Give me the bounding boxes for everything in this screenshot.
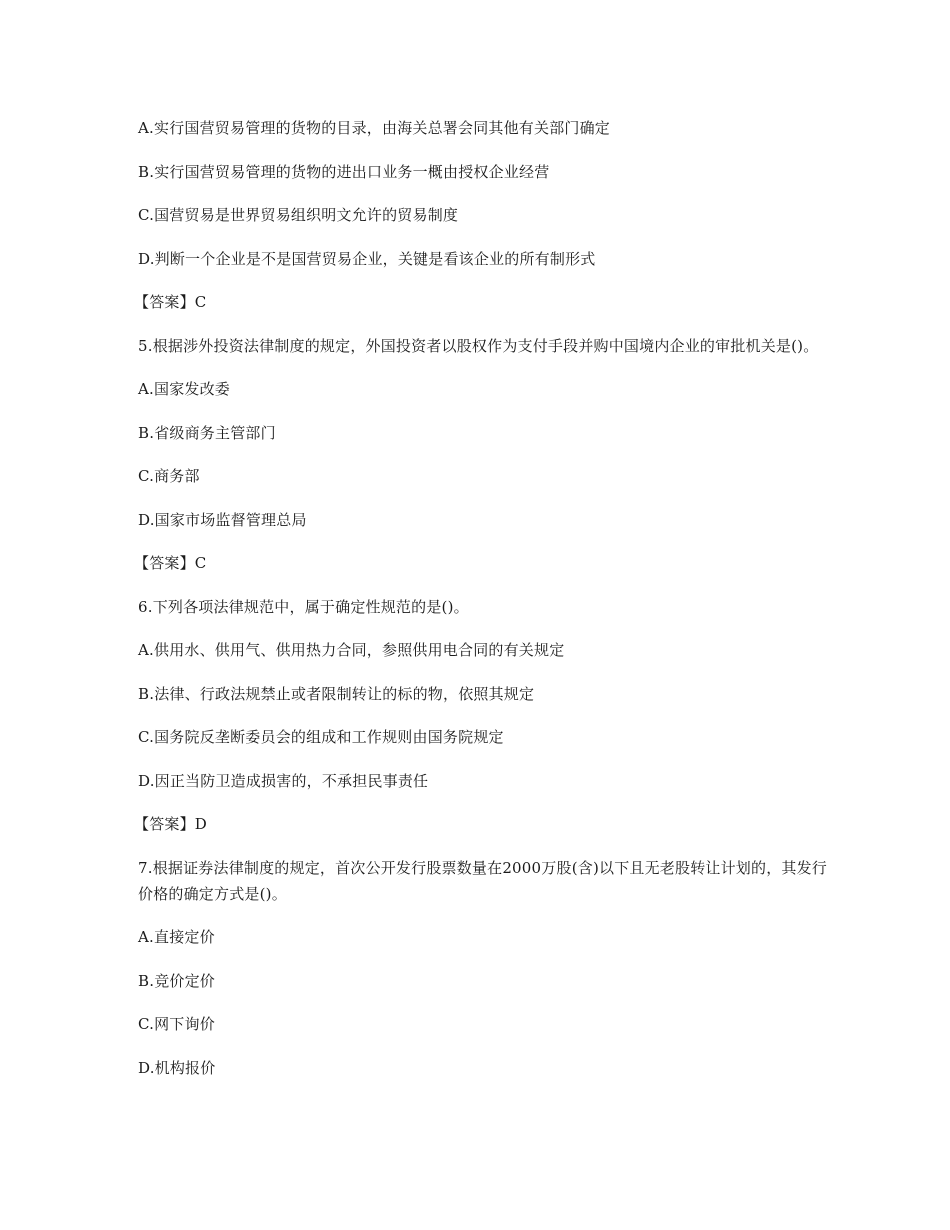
- q4-option-d: D.判断一个企业是不是国营贸易企业，关键是看该企业的所有制形式: [138, 249, 596, 268]
- q5-answer: 【答案】C: [134, 554, 207, 572]
- q4-option-a: A.实行国营贸易管理的货物的目录，由海关总署会同其他有关部门确定: [138, 119, 611, 137]
- q6-option-c: C.国务院反垄断委员会的组成和工作规则由国务院规定: [138, 728, 504, 746]
- q6-option-b: B.法律、行政法规禁止或者限制转让的标的物，依照其规定: [138, 684, 535, 703]
- q7-option-c: C.网下询价: [138, 1015, 215, 1033]
- document-page: [134, 115, 828, 1098]
- q6-stem: 6.下列各项法律规范中，属于确定性规范的是()。: [138, 597, 469, 616]
- q7-option-d: D.机构报价: [138, 1058, 216, 1077]
- q6-option-a: A.供用水、供用气、供用热力合同，参照供用电合同的有关规定: [138, 641, 565, 659]
- q4-option-c: C.国营贸易是世界贸易组织明文允许的贸易制度: [138, 206, 459, 224]
- q4-answer: 【答案】C: [134, 293, 207, 311]
- q6-option-d: D.因正当防卫造成损害的，不承担民事责任: [138, 771, 429, 790]
- q5-stem: 5.根据涉外投资法律制度的规定，外国投资者以股权作为支付手段并购中国境内企业的审批机关是()。: [138, 336, 819, 355]
- q7-option-a: A.直接定价: [138, 928, 215, 946]
- q7-stem: 7.根据证券法律制度的规定，首次公开发行股票数量在2000万股(含)以下且无老股转让计划的，其发行价格的确定方式是()。: [138, 858, 827, 903]
- q5-option-c: C.商务部: [138, 467, 200, 485]
- q5-option-b: B.省级商务主管部门: [138, 423, 276, 442]
- q5-option-a: A.国家发改委: [138, 380, 231, 398]
- q5-option-d: D.国家市场监督管理总局: [138, 510, 307, 529]
- q4-option-b: B.实行国营贸易管理的货物的进出口业务一概由授权企业经营: [138, 162, 550, 181]
- q6-answer: 【答案】D: [134, 815, 208, 833]
- q7-option-b: B.竞价定价: [138, 971, 215, 990]
